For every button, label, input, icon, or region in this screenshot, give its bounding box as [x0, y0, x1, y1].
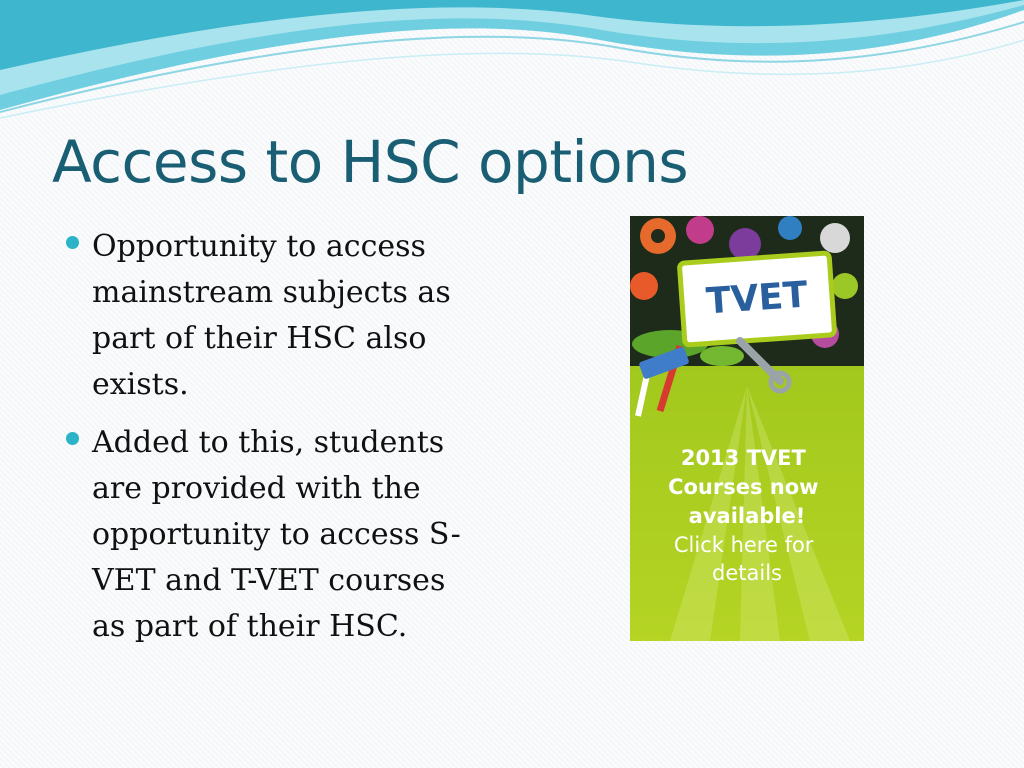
banner-headline-line: 2013 TVET: [680, 446, 806, 470]
bullet-text: Opportunity to access mainstream subjects as part of their HSC also exists.: [92, 229, 451, 402]
banner-headline-line: available!: [688, 504, 806, 528]
tvet-banner-link[interactable]: [630, 216, 864, 641]
bullet-dot-icon: [66, 432, 79, 445]
tvet-logo: TVET: [704, 274, 810, 323]
slide-title: Access to HSC options: [52, 128, 689, 196]
banner-cta-line: details: [712, 561, 782, 585]
bullet-text: Added to this, students are provided with the opportunity to access S- VET and T-VET courses as part of their HSC.: [92, 425, 461, 644]
svg-text:2013 TVET Courses now: [668, 446, 826, 528]
bullet-item: [62, 224, 492, 408]
header-wave-decoration: [0, 0, 1024, 130]
bullet-item: [62, 420, 492, 650]
tvet-banner-image: [630, 216, 864, 641]
gear-icon: [729, 228, 761, 260]
gear-icon: [630, 272, 658, 300]
bullet-list: [62, 224, 492, 662]
banner-headline-line: Courses now: [668, 475, 819, 499]
gear-icon: [686, 216, 714, 244]
banner-cta-line: Click here for: [673, 533, 814, 557]
bullet-dot-icon: [66, 236, 79, 249]
